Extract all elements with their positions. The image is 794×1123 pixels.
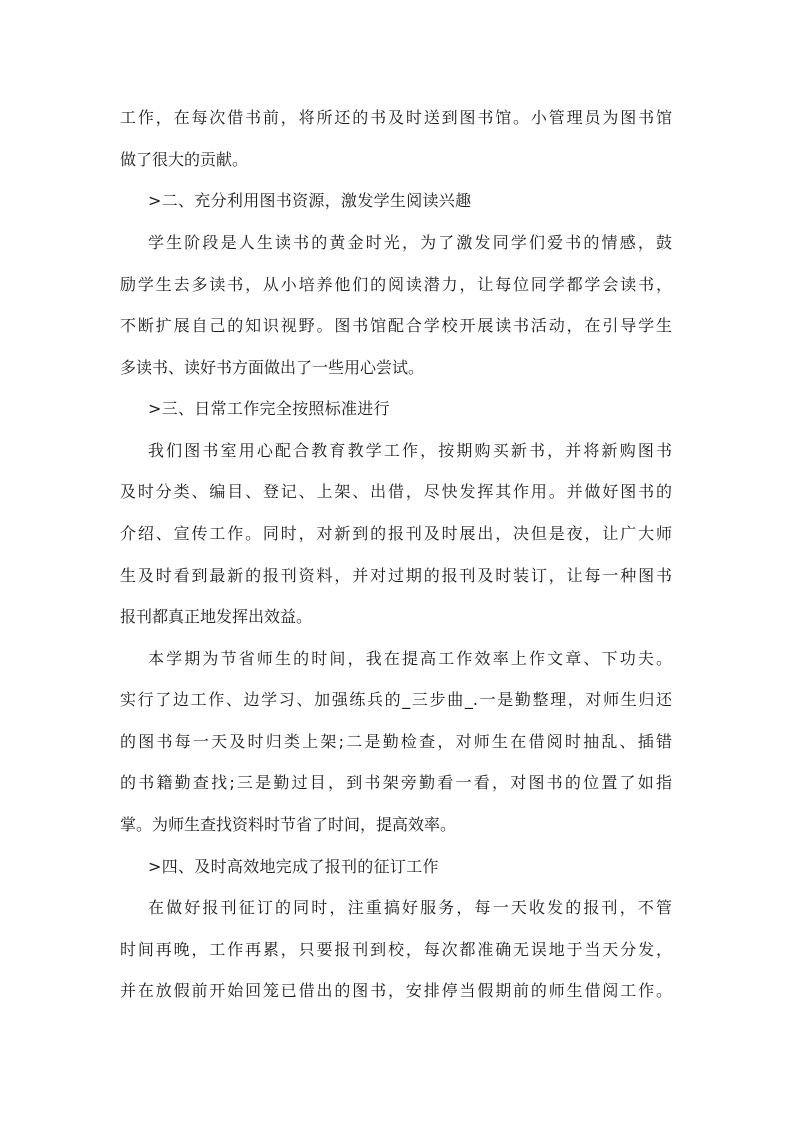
paragraph-line: 学生阶段是人生读书的黄金时光，为了激发同学们爱书的情感，鼓 — [148, 233, 672, 252]
paragraph-line: 报刊都真正地发挥出效益。 — [120, 607, 313, 626]
paragraph-line: 我们图书室用心配合教育教学工作，按期购买新书，并将新购图书 — [148, 441, 672, 460]
paragraph-line: 在做好报刊征订的同时，注重搞好服务，每一天收发的报刊，不管 — [148, 898, 672, 917]
section-heading: >二、充分利用图书资源，激发学生阅读兴趣 — [148, 191, 472, 210]
paragraph-line: 并在放假前开始回笼已借出的图书，安排停当假期前的师生借阅工作。 — [120, 981, 672, 1000]
paragraph-line: 介绍、宣传工作。同时，对新到的报刊及时展出，决但是夜，让广大师 — [120, 524, 672, 543]
paragraph-line: 做了很大的贡献。 — [120, 150, 249, 169]
paragraph-line: 本学期为节省师生的时间，我在提高工作效率上作文章、下功夫。 — [148, 649, 672, 668]
paragraph-line: 生及时看到最新的报刊资料，并对过期的报刊及时装订，让每一种图书 — [120, 566, 672, 585]
paragraph-line: 励学生去多读书，从小培养他们的阅读潜力，让每位同学都学会读书， — [120, 275, 672, 294]
paragraph-line: 多读书、读好书方面做出了一些用心尝试。 — [120, 358, 425, 377]
paragraph-line: 的书籍勤查找;三是勤过目，到书架旁勤看一看，对图书的位置了如指 — [120, 773, 672, 792]
paragraph-line: 实行了边工作、边学习、加强练兵的_三步曲_.一是勤整理，对师生归还 — [120, 690, 672, 709]
paragraph-line: 不断扩展自己的知识视野。图书馆配合学校开展读书活动，在引导学生 — [120, 316, 672, 335]
section-heading: >四、及时高效地完成了报刊的征订工作 — [148, 857, 439, 876]
paragraph-line: 及时分类、编目、登记、上架、出借，尽快发挥其作用。并做好图书的 — [120, 482, 672, 501]
paragraph-line: 掌。为师生查找资料时节省了时间，提高效率。 — [120, 815, 457, 834]
paragraph-line: 时间再晚，工作再累，只要报刊到校，每次都准确无误地于当天分发， — [120, 940, 672, 959]
section-heading: >三、日常工作完全按照标准进行 — [148, 399, 390, 418]
paragraph-line: 工作，在每次借书前，将所还的书及时送到图书馆。小管理员为图书馆 — [120, 108, 672, 127]
paragraph-line: 的图书每一天及时归类上架;二是勤检查，对师生在借阅时抽乱、插错 — [120, 732, 672, 751]
